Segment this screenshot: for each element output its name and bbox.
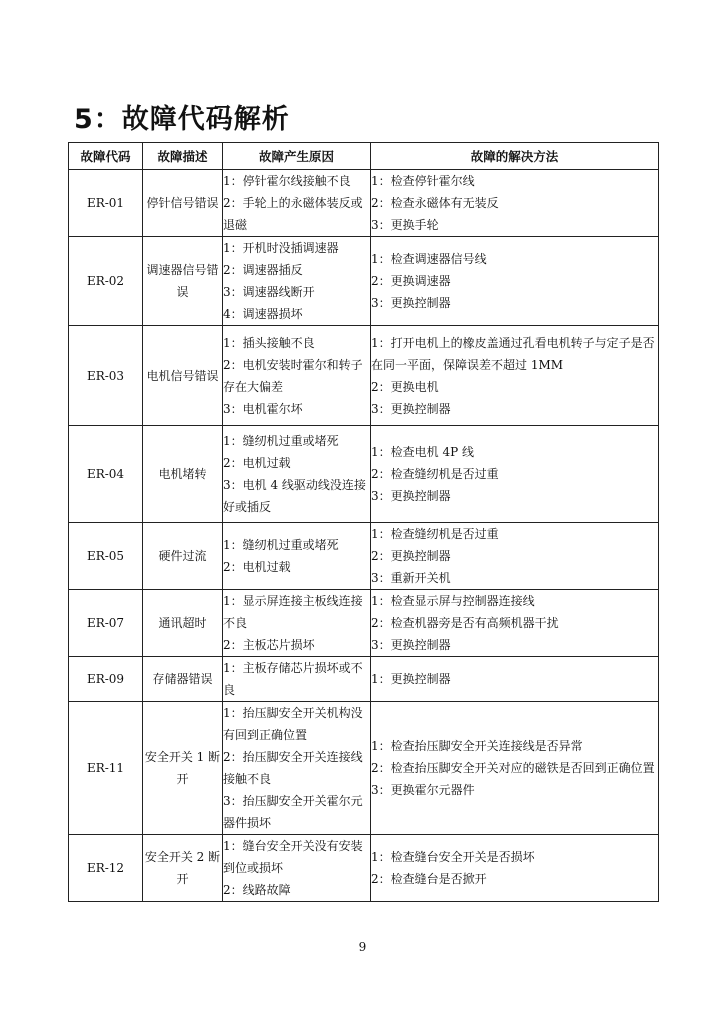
cause-item: 1：显示屏连接主板线连接不良 xyxy=(223,594,363,630)
cause-item: 3：抬压脚安全开关霍尔元器件损坏 xyxy=(223,794,363,830)
cause-item: 2：电机过载 xyxy=(223,456,291,470)
table-row xyxy=(69,657,659,702)
solution-item: 1：检查抬压脚安全开关连接线是否异常 xyxy=(371,739,583,753)
header-fault-description: 故障描述 xyxy=(143,143,223,170)
fault-description-cell: 调速器信号错误 xyxy=(143,237,223,326)
fault-code-cell: ER-12 xyxy=(69,835,143,902)
header-fault-code: 故障代码 xyxy=(69,143,143,170)
fault-solution-cell xyxy=(371,170,659,237)
cause-item: 2：抬压脚安全开关连接线接触不良 xyxy=(223,750,363,786)
fault-solution-cell xyxy=(371,657,659,702)
table-row xyxy=(69,326,659,426)
header-fault-solution: 故障的解决方法 xyxy=(371,143,659,170)
fault-code-cell: ER-02 xyxy=(69,237,143,326)
fault-description-cell: 安全开关 2 断开 xyxy=(143,835,223,902)
table-row xyxy=(69,426,659,523)
fault-solution-cell xyxy=(371,835,659,902)
solution-item: 1：打开电机上的橡皮盖通过孔看电机转子与定子是否在同一平面，保障误差不超过 1MM xyxy=(371,335,655,372)
solution-item: 3：更换控制器 xyxy=(371,401,451,416)
table-row xyxy=(69,835,659,902)
solution-item: 2：更换电机 xyxy=(371,379,439,394)
fault-code-cell: ER-11 xyxy=(69,702,143,835)
cause-item: 2：电机安装时霍尔和转子存在大偏差 xyxy=(223,357,363,394)
section-title: 5：故障代码解析 xyxy=(74,104,290,135)
cause-item: 4：调速器损坏 xyxy=(223,307,303,321)
solution-item: 3：更换控制器 xyxy=(371,489,451,503)
table-header-row xyxy=(69,143,659,170)
fault-description-cell: 安全开关 1 断开 xyxy=(143,702,223,835)
table-row xyxy=(69,702,659,835)
cause-item: 3：电机霍尔坏 xyxy=(223,401,303,416)
fault-solution-cell xyxy=(371,702,659,835)
cause-item: 3：电机 4 线驱动线没连接好或插反 xyxy=(223,478,366,514)
fault-solution-cell xyxy=(371,590,659,657)
solution-item: 2：检查机器旁是否有高频机器干扰 xyxy=(371,616,559,630)
fault-solution-cell xyxy=(371,326,659,426)
fault-code-cell: ER-04 xyxy=(69,426,143,523)
cause-item: 1：开机时没插调速器 xyxy=(223,241,339,255)
table-row xyxy=(69,523,659,590)
fault-cause-cell xyxy=(223,237,371,326)
solution-item: 1：检查调速器信号线 xyxy=(371,252,487,266)
cause-item: 1：缝纫机过重或堵死 xyxy=(223,538,339,552)
fault-code-cell: ER-05 xyxy=(69,523,143,590)
fault-solution-cell xyxy=(371,523,659,590)
cause-item: 3：调速器线断开 xyxy=(223,285,315,299)
fault-code-cell: ER-03 xyxy=(69,326,143,426)
solution-item: 3：更换霍尔元器件 xyxy=(371,783,475,797)
fault-code-cell: ER-07 xyxy=(69,590,143,657)
fault-description-cell: 电机信号错误 xyxy=(143,326,223,426)
fault-cause-cell xyxy=(223,326,371,426)
cause-item: 2：主板芯片损坏 xyxy=(223,638,315,652)
cause-item: 2：手轮上的永磁体装反或退磁 xyxy=(223,196,363,232)
fault-cause-cell xyxy=(223,590,371,657)
table-row xyxy=(69,590,659,657)
fault-cause-cell xyxy=(223,657,371,702)
solution-item: 3：更换控制器 xyxy=(371,638,451,652)
solution-item: 2：更换调速器 xyxy=(371,274,451,288)
cause-item: 1：抬压脚安全开关机构没有回到正确位置 xyxy=(223,706,363,742)
fault-cause-cell xyxy=(223,835,371,902)
solution-item: 2：检查抬压脚安全开关对应的磁铁是否回到正确位置 xyxy=(371,761,655,775)
table-row xyxy=(69,237,659,326)
solution-item: 3：重新开关机 xyxy=(371,571,451,585)
fault-description-cell: 电机堵转 xyxy=(143,426,223,523)
cause-item: 2：调速器插反 xyxy=(223,263,303,277)
solution-item: 3：更换手轮 xyxy=(371,218,439,232)
solution-item: 1：检查电机 4P 线 xyxy=(371,445,474,459)
cause-item: 1：主板存储芯片损坏或不良 xyxy=(223,661,363,697)
page-number: 9 xyxy=(358,940,367,954)
cause-item: 1：缝纫机过重或堵死 xyxy=(223,434,339,448)
solution-item: 2：检查永磁体有无装反 xyxy=(371,196,499,210)
table-row xyxy=(69,170,659,237)
solution-item: 1：更换控制器 xyxy=(371,672,451,686)
cause-item: 2：线路故障 xyxy=(223,883,291,897)
cause-item: 1：停针霍尔线接触不良 xyxy=(223,174,351,188)
cause-item: 1：缝台安全开关没有安装到位或损坏 xyxy=(223,839,363,875)
header-fault-cause: 故障产生原因 xyxy=(223,143,371,170)
fault-cause-cell xyxy=(223,523,371,590)
solution-item: 1：检查显示屏与控制器连接线 xyxy=(371,594,535,608)
fault-cause-cell xyxy=(223,426,371,523)
fault-solution-cell xyxy=(371,426,659,523)
cause-item: 1：插头接触不良 xyxy=(223,335,315,350)
fault-cause-cell xyxy=(223,170,371,237)
solution-item: 1：检查停针霍尔线 xyxy=(371,174,475,188)
solution-item: 1：检查缝台安全开关是否损坏 xyxy=(371,850,535,864)
fault-description-cell: 通讯超时 xyxy=(143,590,223,657)
solution-item: 2：检查缝台是否掀开 xyxy=(371,872,487,886)
fault-solution-cell xyxy=(371,237,659,326)
table-body xyxy=(69,170,659,902)
cause-item: 2：电机过载 xyxy=(223,560,291,574)
fault-description-cell: 停针信号错误 xyxy=(143,170,223,237)
fault-code-table xyxy=(68,142,659,902)
solution-item: 2：更换控制器 xyxy=(371,549,451,563)
fault-code-cell: ER-01 xyxy=(69,170,143,237)
fault-description-cell: 硬件过流 xyxy=(143,523,223,590)
fault-description-cell: 存储器错误 xyxy=(143,657,223,702)
fault-code-cell: ER-09 xyxy=(69,657,143,702)
solution-item: 3：更换控制器 xyxy=(371,296,451,310)
solution-item: 1：检查缝纫机是否过重 xyxy=(371,527,499,541)
fault-cause-cell xyxy=(223,702,371,835)
solution-item: 2：检查缝纫机是否过重 xyxy=(371,467,499,481)
